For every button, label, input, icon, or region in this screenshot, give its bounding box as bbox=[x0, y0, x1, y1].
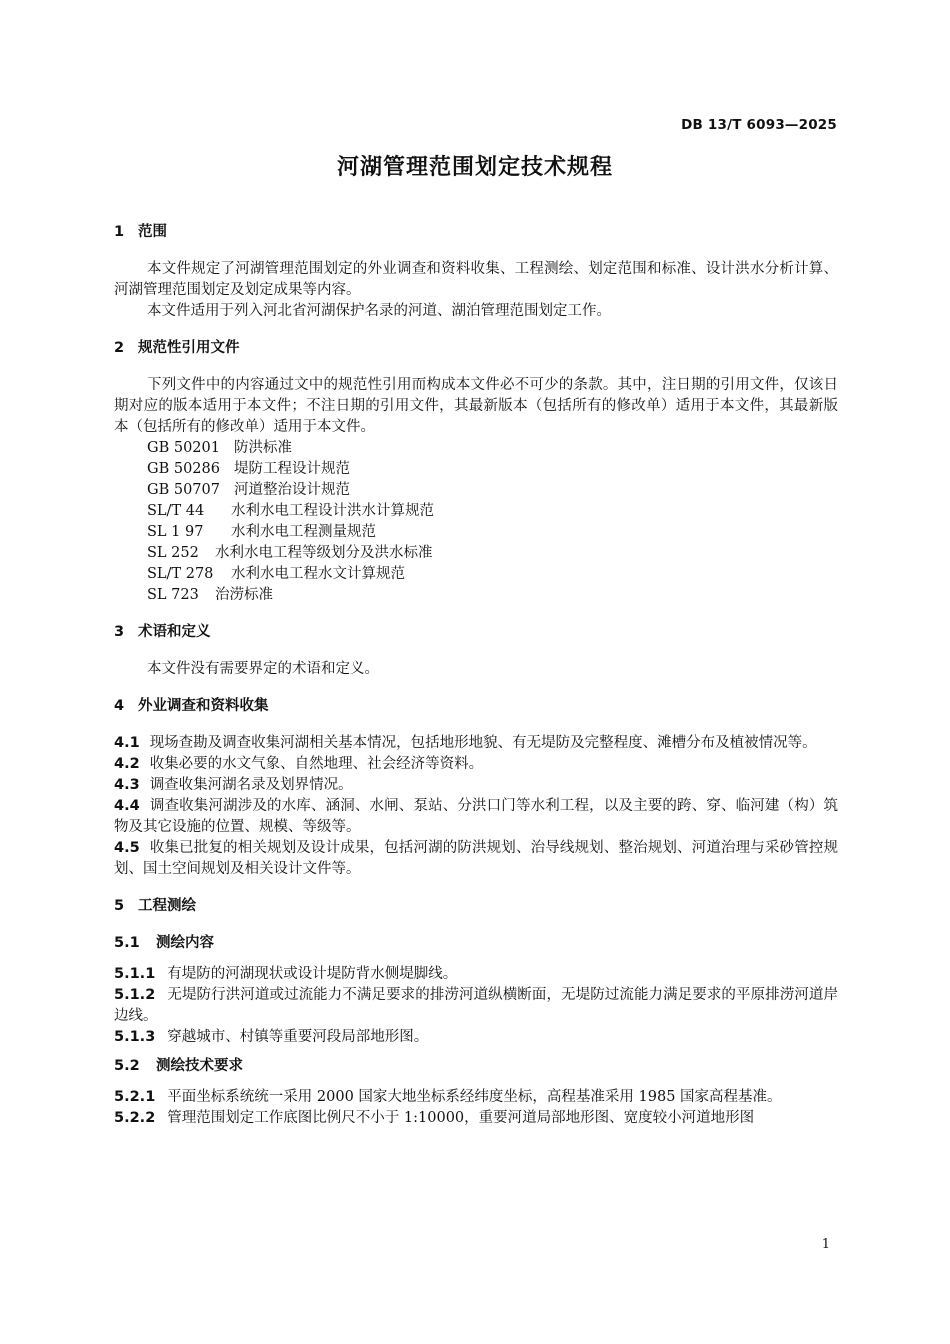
document-number: DB 13/T 6093—2025 bbox=[681, 117, 837, 133]
reference-item bbox=[114, 480, 838, 501]
document-body bbox=[114, 222, 838, 1129]
clause-text: 调查收集河湖涉及的水库、涵洞、水闸、泵站、分洪口门等水利工程，以及主要的跨、穿、临河建（构）筑物及其它设施的位置、规模、等级等。 bbox=[114, 798, 838, 835]
section-number: 5 bbox=[114, 898, 125, 914]
section-heading-terms bbox=[114, 622, 838, 643]
section-heading-surveying bbox=[114, 896, 838, 917]
clause bbox=[114, 1027, 838, 1048]
clause bbox=[114, 733, 838, 754]
clause-number: 5.1.2 bbox=[114, 987, 156, 1003]
section-title: 规范性引用文件 bbox=[138, 340, 240, 356]
clause-text: 收集必要的水文气象、自然地理、社会经济等资料。 bbox=[149, 756, 484, 772]
clause-number: 4.1 bbox=[114, 735, 140, 751]
clause bbox=[114, 796, 838, 838]
subsection-heading-survey-requirements bbox=[114, 1056, 838, 1077]
section-title: 工程测绘 bbox=[138, 898, 196, 914]
clause-number: 5.1.3 bbox=[114, 1029, 156, 1045]
subsection-number: 5.2 bbox=[114, 1058, 140, 1074]
document-title: 河湖管理范围划定技术规程 bbox=[336, 155, 613, 180]
section-title: 外业调查和资料收集 bbox=[138, 698, 269, 714]
reference-code: SL/T 278 bbox=[147, 566, 214, 582]
reference-item bbox=[114, 543, 838, 564]
clause-text: 收集已批复的相关规划及设计成果，包括河湖的防洪规划、治导线规划、整治规划、河道治理与采砂管控规划、国土空间规划及相关设计文件等。 bbox=[114, 840, 838, 877]
section-heading-normative-references bbox=[114, 338, 838, 359]
section-title: 范围 bbox=[138, 224, 167, 240]
clause-text: 调查收集河湖名录及划界情况。 bbox=[149, 777, 353, 793]
clause bbox=[114, 754, 838, 775]
clause-number: 5.2.2 bbox=[114, 1110, 156, 1126]
section-number: 2 bbox=[114, 340, 125, 356]
clause-number: 4.2 bbox=[114, 756, 140, 772]
reference-item bbox=[114, 438, 838, 459]
clause-number: 5.2.1 bbox=[114, 1089, 156, 1105]
reference-item bbox=[114, 564, 838, 585]
clause-number: 4.3 bbox=[114, 777, 140, 793]
paragraph: 本文件没有需要界定的术语和定义。 bbox=[147, 661, 379, 677]
clause-number: 5.1.1 bbox=[114, 966, 156, 982]
section-number: 3 bbox=[114, 624, 125, 640]
clause-number: 4.4 bbox=[114, 798, 140, 814]
clause bbox=[114, 838, 838, 880]
reference-name: 水利水电工程水文计算规范 bbox=[231, 566, 405, 582]
section-number: 4 bbox=[114, 698, 125, 714]
section-heading-scope bbox=[114, 222, 838, 243]
section-title: 术语和定义 bbox=[138, 624, 211, 640]
reference-name: 水利水电工程等级划分及洪水标准 bbox=[215, 545, 433, 561]
reference-code: SL/T 44 bbox=[147, 503, 205, 519]
clause bbox=[114, 775, 838, 796]
clause bbox=[114, 985, 838, 1027]
section-heading-field-survey bbox=[114, 696, 838, 717]
subsection-number: 5.1 bbox=[114, 935, 140, 951]
paragraph: 本文件规定了河湖管理范围划定的外业调查和资料收集、工程测绘、划定范围和标准、设计洪水分析计算、河湖管理范围划定及划定成果等内容。 bbox=[114, 261, 838, 298]
paragraph: 下列文件中的内容通过文中的规范性引用而构成本文件必不可少的条款。其中，注日期的引用文件，仅该日期对应的版本适用于本文件；不注日期的引用文件，其最新版本（包括所有的修改单）适用于本文件，其最新版本（包括所有的修改单）适用于本文件。 bbox=[114, 377, 838, 435]
reference-item bbox=[114, 501, 838, 522]
clause-text: 穿越城市、村镇等重要河段局部地形图。 bbox=[167, 1029, 429, 1045]
reference-item bbox=[114, 522, 838, 543]
subsection-title: 测绘内容 bbox=[156, 935, 214, 951]
reference-code: GB 50286 bbox=[147, 461, 220, 477]
reference-name: 堤防工程设计规范 bbox=[233, 461, 350, 477]
reference-name: 防洪标准 bbox=[233, 440, 292, 456]
reference-code: GB 50201 bbox=[147, 440, 220, 456]
section-number: 1 bbox=[114, 224, 125, 240]
clause bbox=[114, 1087, 838, 1108]
subsection-heading-survey-content bbox=[114, 933, 838, 954]
reference-name: 水利水电工程测量规范 bbox=[231, 524, 376, 540]
clause-text: 管理范围划定工作底图比例尺不小于 1:10000，重要河道局部地形图、宽度较小河道地形图 bbox=[167, 1110, 755, 1126]
clause-text: 有堤防的河湖现状或设计堤防背水侧堤脚线。 bbox=[167, 966, 458, 982]
reference-code: SL 1 97 bbox=[147, 524, 204, 540]
reference-code: SL 252 bbox=[147, 545, 199, 561]
clause-text: 现场查勘及调查收集河湖相关基本情况，包括地形地貌、有无堤防及完整程度、滩槽分布及植被情况等。 bbox=[149, 735, 817, 751]
reference-code: GB 50707 bbox=[147, 482, 220, 498]
page-number: 1 bbox=[821, 1237, 830, 1252]
clause-number: 4.5 bbox=[114, 840, 140, 856]
clause-text: 无堤防行洪河道或过流能力不满足要求的排涝河道纵横断面，无堤防过流能力满足要求的平原排涝河道岸边线。 bbox=[114, 987, 838, 1024]
clause-text: 平面坐标系统统一采用 2000 国家大地坐标系经纬度坐标，高程基准采用 1985 国家高程基准。 bbox=[167, 1089, 782, 1105]
clause bbox=[114, 1108, 838, 1129]
reference-code: SL 723 bbox=[147, 587, 199, 603]
reference-item bbox=[114, 459, 838, 480]
reference-name: 治涝标准 bbox=[215, 587, 273, 603]
paragraph: 本文件适用于列入河北省河湖保护名录的河道、湖泊管理范围划定工作。 bbox=[147, 303, 611, 319]
reference-name: 河道整治设计规范 bbox=[233, 482, 350, 498]
subsection-title: 测绘技术要求 bbox=[156, 1058, 243, 1074]
clause bbox=[114, 964, 838, 985]
reference-item bbox=[114, 585, 838, 606]
reference-name: 水利水电工程设计洪水计算规范 bbox=[231, 503, 434, 519]
